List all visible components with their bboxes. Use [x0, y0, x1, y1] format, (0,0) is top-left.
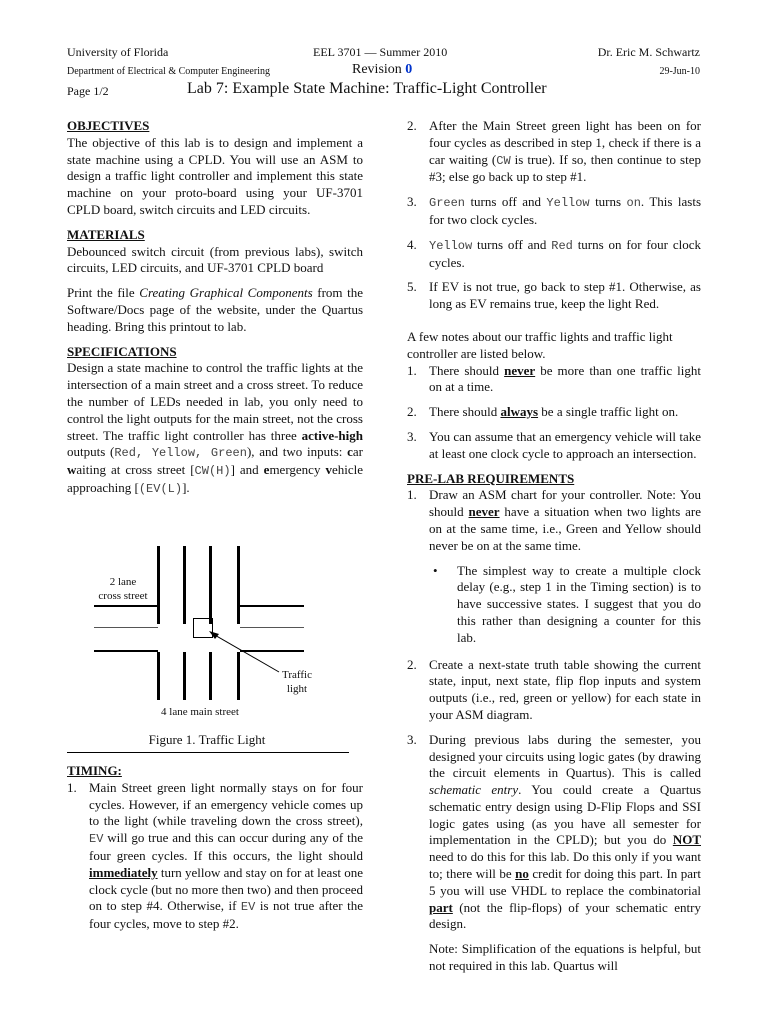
objectives-heading: OBJECTIVES — [67, 118, 150, 133]
cross-street-lane — [183, 546, 186, 624]
specifications-heading: SPECIFICATIONS — [67, 343, 177, 359]
right-column — [407, 118, 701, 983]
notes-intro: A few notes about our traffic lights and traffic light controller are listed below. — [407, 328, 673, 361]
cross-street-edge — [157, 652, 160, 700]
main-street-edge — [240, 605, 304, 607]
note-2: 2. There should always be a single traffic light on. — [407, 404, 679, 420]
figure-caption: Figure 1. Traffic Light — [148, 732, 266, 747]
print-instructions: Print the file Creating Graphical Components from the Software/Docs page of the website, under the Quartus heading. Bring this printout to lab. — [67, 285, 363, 334]
materials-heading: MATERIALS — [67, 226, 145, 242]
main-street-edge — [94, 605, 158, 607]
timing-step-5: 5. If EV is not true, go back to step #1. Otherwise, as long as EV remains true, keep the light Red. — [407, 279, 701, 312]
timing-step-1: 1. Main Street green light normally stays on for four cycles. However, if an emergency vehicle comes up to the light (while traveling down the cross street), EV will go true and this can occur during any of the four green cycles. If this occurs, the light should immediately turn yellow and stay on for at least one clock cycle (but no more then two) and then proceed on to step #4. Otherwise, if EV is not true after the four cycles, move to step #2. — [67, 779, 364, 932]
header-date: 29-Jun-10 — [659, 66, 700, 77]
timing-step-3: 3. Green turns off and Yellow turns on. This lasts for two clock cycles. — [407, 194, 701, 227]
note-3: 3. You can assume that an emergency vehicle will take at least one clock cycle to approach an intersection. — [407, 428, 701, 461]
figure-divider — [67, 752, 349, 753]
cross-street-lane — [209, 546, 212, 624]
header-course: EEL 3701 — Summer 2010 — [313, 45, 448, 59]
specifications-text: Design a state machine to control the traffic lights at the intersection of a main street and a cross street. To reduce the number of LEDs needed in lab, you only need to control the light outputs for the main street, not the cross street. The traffic light controller has three active-high outputs (Red, Yellow, Green), and two inputs: car waiting at cross street [CW(H)] and emergency vehicle approaching [(EV(L)]. — [67, 360, 363, 496]
prelab-bullet: • The simplest way to create a multiple clock delay (e.g., step 1 in the Timing section) is to have successive states. I suggest that you do this rather than designing a counter for this lab. — [433, 562, 701, 645]
figure-traffic-light-label: Traffic light — [282, 669, 312, 695]
header-page: Page 1/2 — [67, 84, 109, 98]
cross-street-lane — [183, 652, 186, 700]
page-title: Lab 7: Example State Machine: Traffic-Light Controller — [187, 80, 547, 97]
prelab-heading: PRE-LAB REQUIREMENTS — [407, 470, 575, 486]
timing-section — [67, 763, 363, 941]
prelab-note: Note: Simplification of the equations is helpful, but not required in this lab. Quartus will — [429, 941, 701, 974]
figure-main-street-label: 4 lane main street — [161, 706, 239, 718]
main-street-edge — [94, 650, 158, 652]
note-1: 1. There should never be more than one traffic light on at a time. — [407, 362, 702, 395]
prelab-item-2: 2. Create a next-state truth table showing the current state, input, next state, flip flop inputs and system outputs (i.e., red, green or yellow) for each state in your ASM diagram. — [407, 656, 701, 722]
materials-text: Debounced switch circuit (from previous labs), switch circuits, LED circuits, and UF-3701 CPLD board — [67, 243, 363, 276]
timing-step-2: 2. After the Main Street green light has been on for four cycles as described in step 1, check if there is a car waiting (CW is true). If so, then continue to step #3; else go back up to step #1. — [407, 118, 701, 185]
objectives-text: The objective of this lab is to design and implement a state machine using a CPLD. You will use an ASM to design a traffic light controller and implement this state machine on your proto-board using your UF-3701 CPLD board, switch circuits and LED circuits. — [67, 134, 363, 217]
prelab-item-1: 1. Draw an ASM chart for your controller. Note: You should never have a situation when two lights are on at the same time, i.e., Green and Yellow should never be on at the same time. — [407, 487, 702, 553]
timing-step-4: 4. Yellow turns off and Red turns on for four clock cycles. — [407, 236, 701, 270]
figure-cross-street-label: 2 lane cross street — [98, 576, 148, 602]
header-revision: Revision 0 — [352, 62, 413, 77]
revision-number: 0 — [405, 62, 413, 77]
header-instructor: Dr. Eric M. Schwartz — [597, 45, 700, 59]
main-street-divider — [94, 627, 158, 628]
timing-heading: TIMING: — [67, 763, 122, 778]
cross-street-edge — [237, 546, 240, 624]
header-university: University of Florida — [67, 45, 169, 59]
header-department: Department of Electrical & Computer Engineering — [67, 66, 270, 77]
left-column — [67, 118, 363, 506]
prelab-item-3: 3. During previous labs during the semester, you designed your circuits using logic gates (by drawing the circuit elements in Quartus). This is called schematic entry. You could create a Quartus schematic entry design using D-Flip Flops and SSI logic gates using (as you have all semester for implementation in the CPLD); but you do NOT need to do this for this lab. Do this only if you want to; there will be no credit for doing this part. In part 5 you will use VHDL to replace the combinatorial part (not the flip-flops) of your schematic entry design. — [407, 731, 702, 932]
